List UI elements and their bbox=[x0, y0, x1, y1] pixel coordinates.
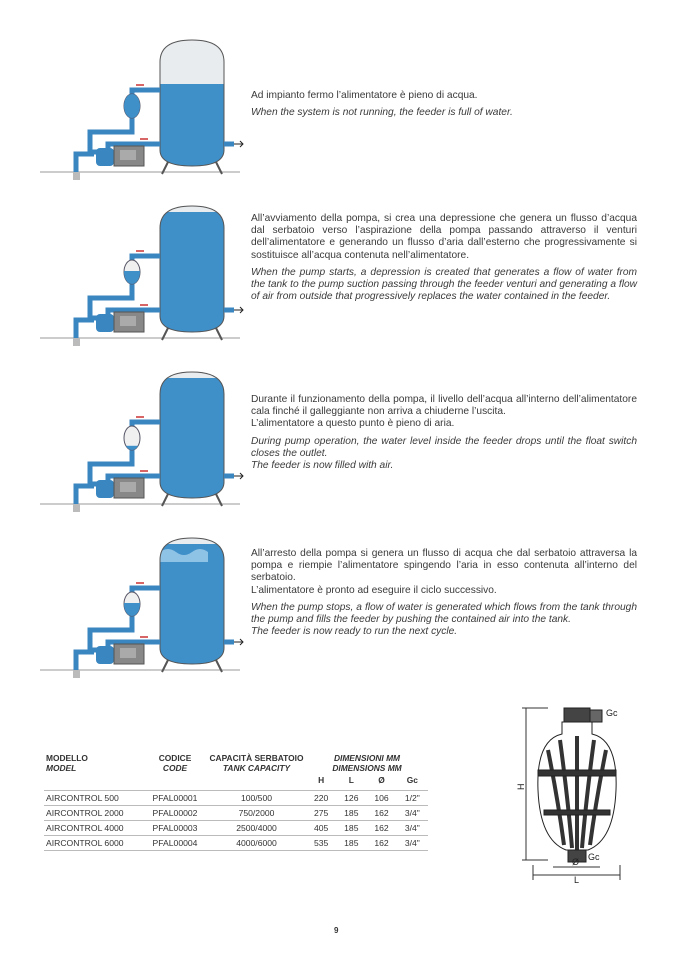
header-gc: Gc bbox=[397, 774, 428, 791]
table-row bbox=[44, 821, 428, 836]
table-cell: PFAL00004 bbox=[143, 836, 207, 851]
section-3-it: Durante il funzionamento della pompa, il livello dell’acqua all’interno dell’alimentatore cala finché il galleggiante non arriva a chiuderne l’uscita. bbox=[251, 394, 637, 418]
label-diameter: Ø bbox=[572, 857, 580, 867]
header-l: L bbox=[336, 774, 366, 791]
header-h: H bbox=[306, 774, 336, 791]
header-d: Ø bbox=[366, 774, 396, 791]
header-dim-en: DIMENSIONS MM bbox=[332, 763, 402, 773]
table-cell: 750/2000 bbox=[207, 806, 306, 821]
table-row bbox=[44, 791, 428, 806]
table-cell: AIRCONTROL 4000 bbox=[44, 821, 143, 836]
table-cell: 4000/6000 bbox=[207, 836, 306, 851]
header-model-en: MODEL bbox=[46, 763, 77, 773]
table-cell: 3/4" bbox=[397, 821, 428, 836]
section-4-text bbox=[251, 548, 637, 643]
table-cell: 3/4" bbox=[397, 836, 428, 851]
table-cell: 275 bbox=[306, 806, 336, 821]
section-1-it: Ad impianto fermo l’alimentatore è pieno di acqua. bbox=[251, 90, 478, 101]
table-cell: PFAL00001 bbox=[143, 791, 207, 806]
section-1-en: When the system is not running, the feeder is full of water. bbox=[251, 107, 513, 119]
section-2-it: All’avviamento della pompa, si crea una depressione che genera un flusso d’acqua dal serbatoio verso l’aspirazione della pompa passando attraverso il venturi dell’alimentatore e generando un flusso d’aria dall’esterno che progressivamente si sostituisce all’acqua contenuta nell’alimentatore. bbox=[251, 213, 637, 261]
table-cell: PFAL00002 bbox=[143, 806, 207, 821]
table-cell: 405 bbox=[306, 821, 336, 836]
section-4-en: When the pump stops, a flow of water is generated which flows from the tank through the pump and fills the feeder by pushing the contained air into the tank. bbox=[251, 601, 637, 626]
table-cell: 3/4" bbox=[397, 806, 428, 821]
header-capacity-it: CAPACITÀ SERBATOIO bbox=[209, 753, 304, 763]
header-code-en: CODE bbox=[162, 763, 188, 773]
table-cell: 185 bbox=[336, 821, 366, 836]
system-diagram-3 bbox=[40, 364, 245, 514]
table-cell: 535 bbox=[306, 836, 336, 851]
table-cell: 162 bbox=[366, 821, 396, 836]
table-cell: AIRCONTROL 6000 bbox=[44, 836, 143, 851]
table-cell: 185 bbox=[336, 806, 366, 821]
section-4-it2: L’alimentatore è pronto ad eseguire il ciclo successivo. bbox=[251, 584, 497, 596]
table-cell: PFAL00003 bbox=[143, 821, 207, 836]
header-dim-it: DIMENSIONI MM bbox=[333, 753, 401, 763]
table-cell: 162 bbox=[366, 836, 396, 851]
header-code-it: CODICE bbox=[158, 753, 192, 763]
table-cell: 106 bbox=[366, 791, 396, 806]
table-cell: 1/2" bbox=[397, 791, 428, 806]
system-diagram-4 bbox=[40, 530, 245, 680]
table-cell: 162 bbox=[366, 806, 396, 821]
label-gc-bottom: Gc bbox=[588, 852, 600, 862]
section-2-text bbox=[251, 213, 637, 308]
table-cell: AIRCONTROL 2000 bbox=[44, 806, 143, 821]
label-gc-top: Gc bbox=[606, 708, 618, 718]
system-diagram-2 bbox=[40, 198, 245, 348]
table-cell: 100/500 bbox=[207, 791, 306, 806]
section-3-text bbox=[251, 394, 637, 477]
table-row bbox=[44, 806, 428, 821]
table-cell: 185 bbox=[336, 836, 366, 851]
section-2-en: When the pump starts, a depression is created that generates a flow of water from the tank to the pump suction passing through the feeder venturi and generating a flow of air from outside that progressively replaces the water contained in the feeder. bbox=[251, 266, 637, 303]
table-cell: 126 bbox=[336, 791, 366, 806]
section-4-it: All’arresto della pompa si genera un flusso di acqua che dal serbatoio attraversa la pompa e riempie l’alimentatore spingendo l’aria in esso contenuta all’interno del serbatoio. bbox=[251, 548, 637, 584]
table-cell: AIRCONTROL 500 bbox=[44, 791, 143, 806]
section-4-en2: The feeder is now ready to run the next cycle. bbox=[251, 626, 458, 638]
header-model-it: MODELLO bbox=[46, 753, 88, 763]
section-3-en2: The feeder is now filled with air. bbox=[251, 460, 394, 472]
page-number: 9 bbox=[334, 926, 339, 935]
section-3-en: During pump operation, the water level inside the feeder drops until the float switch closes the outlet. bbox=[251, 435, 637, 459]
section-3-it2: L’alimentatore a questo punto è pieno di aria. bbox=[251, 418, 455, 430]
table-cell: 2500/4000 bbox=[207, 821, 306, 836]
section-1-text bbox=[251, 90, 637, 124]
header-capacity-en: TANK CAPACITY bbox=[222, 763, 291, 773]
label-l: L bbox=[574, 875, 580, 885]
system-diagram-1 bbox=[40, 32, 245, 182]
models-table bbox=[44, 752, 428, 851]
label-h: H bbox=[516, 783, 526, 790]
table-row bbox=[44, 836, 428, 851]
feeder-dimension-drawing bbox=[508, 700, 648, 885]
table-cell: 220 bbox=[306, 791, 336, 806]
